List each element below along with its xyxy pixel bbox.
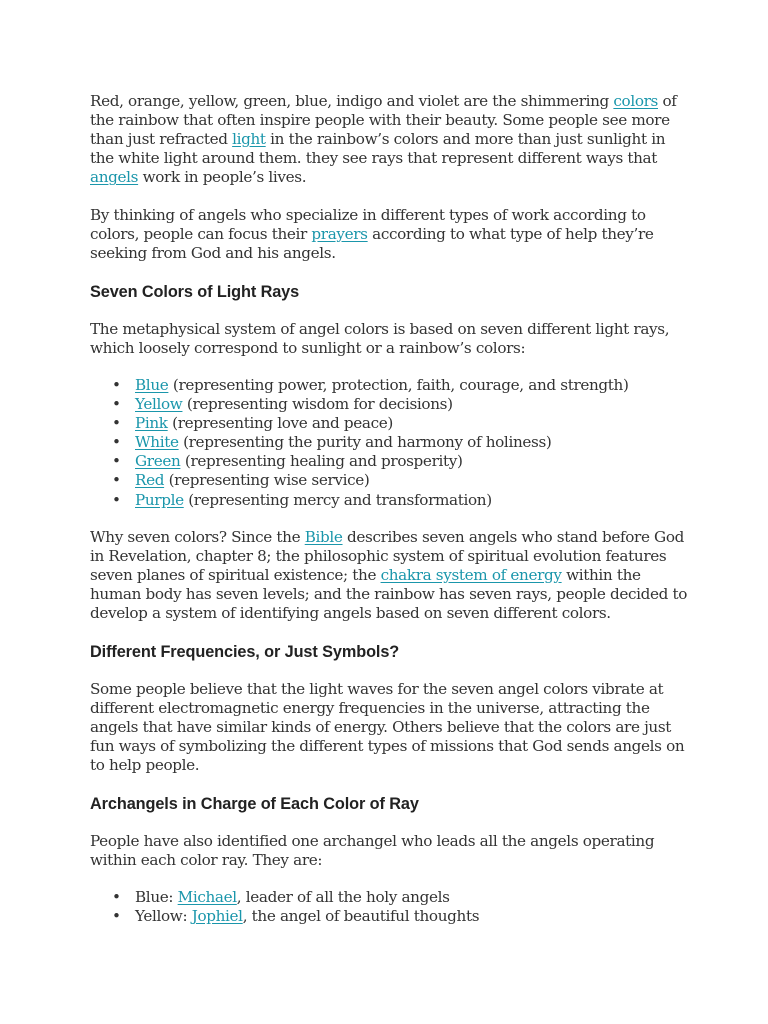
paragraph-text: describes seven angels who stand before God in Revelation, chapter 8; the philosophic system of spiritual evolution features seven planes of spiritual existence; the: [90, 528, 685, 585]
section-heading-archangels: Archangels in Charge of Each Color of Ray: [90, 795, 419, 813]
archangels-list: [90, 888, 690, 926]
list-item-prefix: Yellow:: [135, 907, 192, 926]
red-link[interactable]: Red: [135, 471, 165, 490]
purple-link[interactable]: Purple: [135, 490, 184, 509]
list-item: [90, 376, 690, 395]
paragraph-text: Why seven colors? Since the: [90, 528, 305, 546]
prayers-paragraph: [90, 206, 690, 263]
light-link[interactable]: light: [232, 130, 266, 149]
paragraph-text: By thinking of angels who specialize in different types of work according to colors, people can focus their: [90, 206, 646, 244]
list-item: [90, 414, 690, 433]
pink-link[interactable]: Pink: [135, 414, 168, 433]
metaphysical-paragraph: The metaphysical system of angel colors is based on seven different light rays, which loosely correspond to sunlight or a rainbow’s colors:: [90, 320, 670, 358]
colors-link[interactable]: colors: [613, 92, 658, 110]
list-item: [90, 452, 690, 471]
paragraph-text: within the human body has seven levels; and the rainbow has seven rays, people decided to develop a system of identifying angels based on seven different colors.: [90, 566, 688, 623]
yellow-link[interactable]: Yellow: [135, 395, 183, 414]
paragraph-text: Red, orange, yellow, green, blue, indigo and violet are the shimmering: [90, 92, 614, 110]
list-item: [90, 907, 690, 926]
angels-link[interactable]: angels: [90, 168, 139, 187]
jophiel-link[interactable]: Jophiel: [191, 907, 243, 926]
list-item: [90, 491, 690, 510]
list-item-prefix: Blue:: [135, 888, 178, 906]
chakra-link[interactable]: chakra system of energy: [380, 566, 562, 585]
section-heading-seven-colors: Seven Colors of Light Rays: [90, 283, 300, 301]
list-item: [90, 395, 690, 414]
paragraph-text: according to what type of help they’re seeking from God and his angels.: [90, 225, 654, 263]
michael-link[interactable]: Michael: [177, 888, 237, 906]
list-item-text: (representing the purity and harmony of holiness): [178, 433, 552, 452]
list-item-text: , the angel of beautiful thoughts: [242, 907, 480, 926]
list-item: [90, 433, 690, 452]
colors-list: [90, 376, 690, 510]
section-heading-frequencies: Different Frequencies, or Just Symbols?: [90, 643, 400, 661]
list-item-text: (representing power, protection, faith, courage, and strength): [168, 376, 629, 394]
list-item-text: (representing wisdom for decisions): [182, 395, 453, 414]
paragraph-text: of the rainbow that often inspire people with their beauty. Some people see more than just refracted: [90, 92, 677, 149]
frequencies-paragraph: Some people believe that the light waves for the seven angel colors vibrate at different electromagnetic energy frequencies in the universe, attracting the angels that have similar kinds of energy. Others believe that the colors are just fun ways of symbolizing the different types of missions that God sends angels on to help people.: [90, 680, 685, 775]
list-item-text: (representing healing and prosperity): [180, 452, 463, 471]
list-item: [90, 888, 690, 907]
list-item-text: , leader of all the holy angels: [236, 888, 450, 906]
intro-paragraph: [90, 92, 690, 187]
list-item-text: (representing love and peace): [167, 414, 393, 433]
archangels-intro-paragraph: People have also identified one archangel who leads all the angels operating within each color ray. They are:: [90, 832, 655, 870]
list-item-text: (representing wise service): [164, 471, 370, 490]
prayers-link[interactable]: prayers: [311, 225, 368, 244]
bible-link[interactable]: Bible: [304, 528, 343, 546]
list-item-text: (representing mercy and transformation): [183, 490, 492, 509]
blue-link[interactable]: Blue: [135, 376, 169, 394]
green-link[interactable]: Green: [135, 452, 181, 471]
paragraph-text: work in people’s lives.: [138, 168, 307, 187]
list-item: [90, 471, 690, 490]
white-link[interactable]: White: [135, 433, 179, 452]
paragraph-text: in the rainbow’s colors and more than just sunlight in the white light around them. they see rays that represent different ways that: [90, 130, 666, 168]
why-seven-paragraph: [90, 528, 690, 623]
